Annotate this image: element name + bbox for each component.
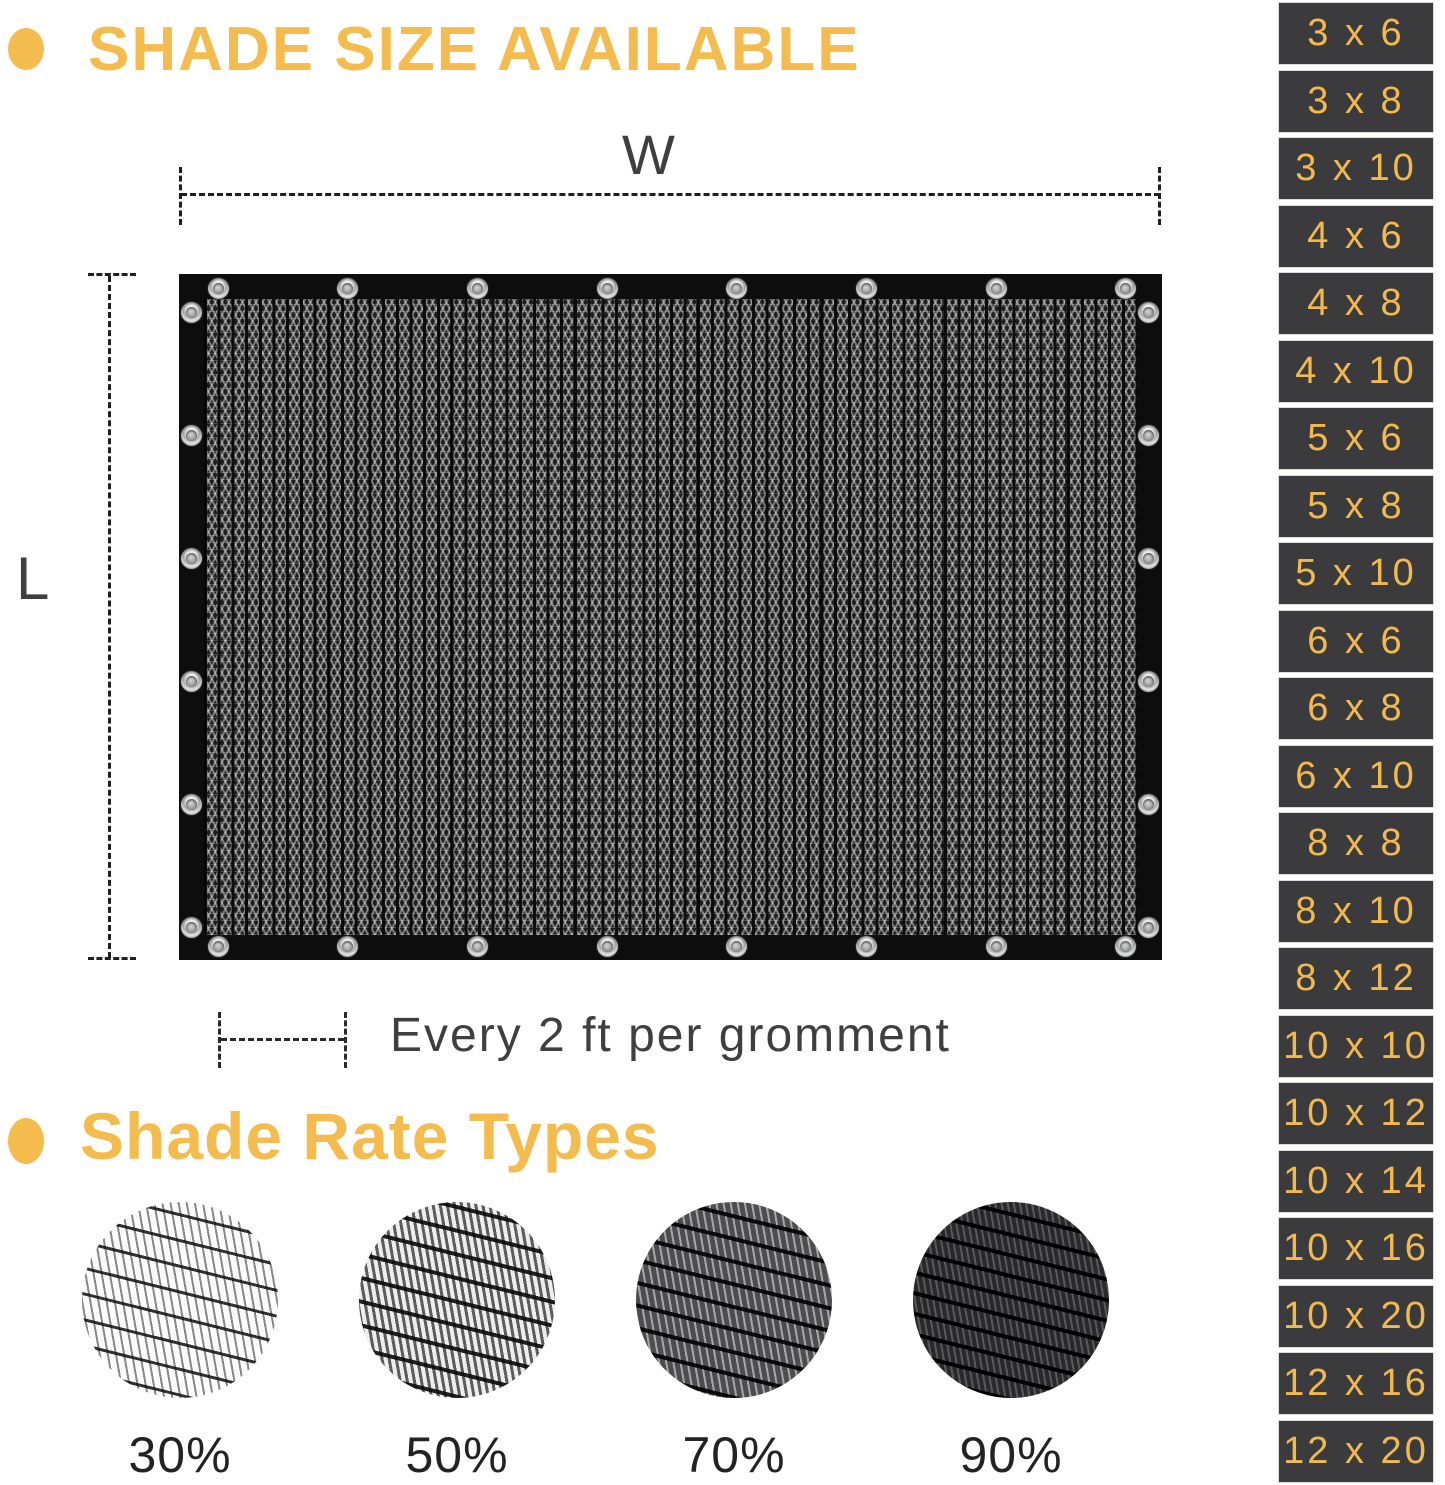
size-option: 12 x 16 (1278, 1352, 1434, 1415)
width-dimension-line (181, 193, 1160, 196)
grommet-icon (1138, 794, 1159, 815)
size-option: 6 x 6 (1278, 610, 1434, 673)
width-dimension-label: W (622, 123, 675, 186)
shade-size-title: SHADE SIZE AVAILABLE (88, 15, 861, 84)
size-option: 5 x 8 (1278, 475, 1434, 538)
shade-rate-item-70 (636, 1202, 832, 1484)
grommet-icon (986, 278, 1007, 299)
size-option: 10 x 10 (1278, 1015, 1434, 1078)
shade-rate-item-30 (82, 1202, 278, 1484)
size-option: 10 x 20 (1278, 1285, 1434, 1348)
shade-net-mesh (204, 299, 1137, 935)
shade-rate-item-90 (913, 1202, 1109, 1484)
section-bullet-icon (8, 28, 44, 70)
size-option: 8 x 10 (1278, 880, 1434, 943)
grommet-icon (597, 278, 618, 299)
grommet-spacing-line (221, 1038, 344, 1041)
grommet-icon (1115, 936, 1136, 957)
grommet-icon (337, 936, 358, 957)
grommet-icon (467, 936, 488, 957)
grommet-icon (726, 936, 747, 957)
grommet-note: Every 2 ft per gromment (390, 1009, 951, 1062)
shade-rate-item-50 (359, 1202, 555, 1484)
size-option: 10 x 12 (1278, 1082, 1434, 1145)
shade-rate-label: 70% (682, 1427, 786, 1483)
length-dimension-label: L (16, 545, 50, 612)
size-option: 10 x 14 (1278, 1150, 1434, 1213)
size-option: 6 x 10 (1278, 745, 1434, 808)
grommet-icon (208, 936, 229, 957)
shade-net (179, 274, 1162, 960)
shade-rate-label: 90% (959, 1427, 1063, 1483)
mesh-sample-90-icon (913, 1202, 1109, 1398)
size-option: 8 x 12 (1278, 947, 1434, 1010)
grommet-icon (1138, 671, 1159, 692)
size-option: 3 x 6 (1278, 2, 1434, 65)
size-option: 10 x 16 (1278, 1217, 1434, 1280)
grommet-icon (1138, 302, 1159, 323)
mesh-sample-70-icon (636, 1202, 832, 1398)
mesh-sample-30-icon (82, 1202, 278, 1398)
grommet-icon (181, 548, 202, 569)
size-option: 4 x 8 (1278, 272, 1434, 335)
size-option: 6 x 8 (1278, 677, 1434, 740)
shade-rate-label: 50% (405, 1427, 509, 1483)
size-option: 5 x 6 (1278, 407, 1434, 470)
grommet-icon (856, 936, 877, 957)
grommet-icon (337, 278, 358, 299)
grommet-icon (181, 425, 202, 446)
length-dimension-line (108, 276, 111, 958)
grommet-icon (986, 936, 1007, 957)
length-dimension-tick-bottom (88, 957, 136, 960)
size-option: 12 x 20 (1278, 1420, 1434, 1483)
shade-rate-label: 30% (128, 1427, 232, 1483)
width-dimension-tick-right (1158, 167, 1161, 225)
grommet-icon (1138, 917, 1159, 938)
size-option: 8 x 8 (1278, 812, 1434, 875)
grommet-spacing-tick-right (344, 1012, 347, 1068)
grommet-icon (1138, 425, 1159, 446)
grommet-icon (181, 302, 202, 323)
grommet-icon (181, 917, 202, 938)
grommet-icon (1138, 548, 1159, 569)
shade-rate-title: Shade Rate Types (80, 1099, 660, 1173)
size-option: 3 x 10 (1278, 137, 1434, 200)
width-dimension-tick-left (179, 167, 182, 225)
grommet-icon (467, 278, 488, 299)
grommet-icon (856, 278, 877, 299)
size-option: 5 x 10 (1278, 542, 1434, 605)
size-option: 4 x 6 (1278, 205, 1434, 268)
grommet-icon (597, 936, 618, 957)
size-option: 4 x 10 (1278, 340, 1434, 403)
grommet-icon (181, 671, 202, 692)
grommet-icon (208, 278, 229, 299)
length-dimension-tick-top (88, 273, 136, 276)
grommet-icon (1115, 278, 1136, 299)
grommet-icon (726, 278, 747, 299)
mesh-sample-50-icon (359, 1202, 555, 1398)
section-bullet-icon (8, 1118, 44, 1164)
size-option: 3 x 8 (1278, 70, 1434, 133)
size-list (1278, 2, 1434, 1483)
grommet-icon (181, 794, 202, 815)
